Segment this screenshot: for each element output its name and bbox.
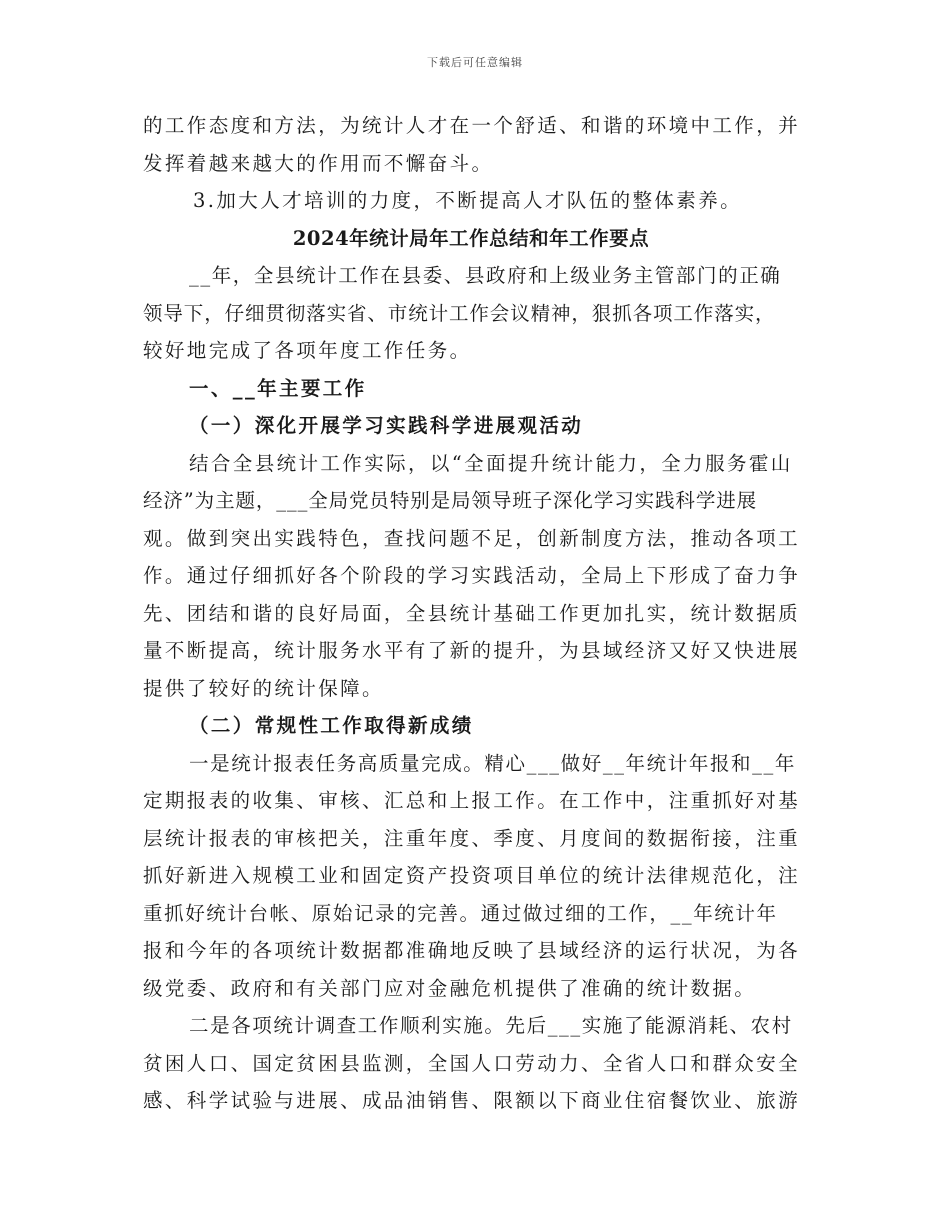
body-line: 较好地完成了各项年度工作任务。 xyxy=(143,339,472,362)
body-line: 结合全县统计工作实际，以“全面提升统计能力，全力服务霍山 xyxy=(189,451,793,475)
body-line: 二是各项统计调查工作顺利实施。先后___实施了能源消耗、农村 xyxy=(189,1014,793,1037)
body-line: __年，全县统计工作在县委、县政府和上级业务主管部门的正确 xyxy=(189,264,782,287)
list-item: 3.加大人才培训的力度，不断提高人才队伍的整体素养。 xyxy=(193,189,743,212)
body-line: 量不断提高，统计服务水平有了新的提升，为县域经济又好又快进展 xyxy=(143,639,801,662)
body-line: 作。通过仔细抓好各个阶段的学习实践活动，全局上下形成了奋力争 xyxy=(143,564,801,587)
body-line: 提供了较好的统计保障。 xyxy=(143,676,384,700)
body-line: 感、科学试验与进展、成品油销售、限额以下商业住宿餐饮业、旅游 xyxy=(143,1089,801,1112)
body-line: 观。做到突出实践特色，查找问题不足，创新制度方法，推动各项工 xyxy=(143,526,801,550)
body-line: 级党委、政府和有关部门应对金融危机提供了准确的统计数据。 xyxy=(143,976,757,1000)
body-line: 领导下，仔细贯彻落实省、市统计工作会议精神，狠抓各项工作落实， xyxy=(143,301,776,325)
body-line: 贫困人口、国定贫困县监测，全国人口劳动力、全省人口和群众安全 xyxy=(143,1051,801,1075)
section-heading: 一、__年主要工作 xyxy=(189,376,367,400)
subsection-heading: （二）常规性工作取得新成绩 xyxy=(189,714,474,737)
body-line: 层统计报表的审核把关，注重年度、季度、月度间的数据衔接，注重 xyxy=(143,826,801,850)
page-header-note: 下载后可任意编辑 xyxy=(427,56,523,69)
body-line: 报和今年的各项统计数据都准确地反映了县域经济的运行状况，为各 xyxy=(143,939,801,962)
body-line: 先、团结和谐的良好局面，全县统计基础工作更加扎实，统计数据质 xyxy=(143,601,801,625)
body-line: 重抓好统计台帐、原始记录的完善。通过做过细的工作，__年统计年 xyxy=(143,901,778,925)
subsection-heading: （一）深化开展学习实践科学进展观活动 xyxy=(189,414,584,437)
document-title: 2024年统计局年工作总结和年工作要点 xyxy=(292,226,650,250)
body-line: 一是统计报表任务高质量完成。精心___做好__年统计年报和__年 xyxy=(189,751,796,775)
body-line: 定期报表的收集、审核、汇总和上报工作。在工作中，注重抓好对基 xyxy=(143,789,801,812)
body-line: 的工作态度和方法，为统计人才在一个舒适、和谐的环境中工作，并 xyxy=(143,114,801,137)
document-body xyxy=(143,107,807,1120)
body-line: 抓好新进入规模工业和固定资产投资项目单位的统计法律规范化，注 xyxy=(143,864,801,887)
body-line: 经济”为主题，___全局党员特别是局领导班子深化学习实践科学进展 xyxy=(143,489,758,512)
body-line: 发挥着越来越大的作用而不懈奋斗。 xyxy=(143,151,494,175)
